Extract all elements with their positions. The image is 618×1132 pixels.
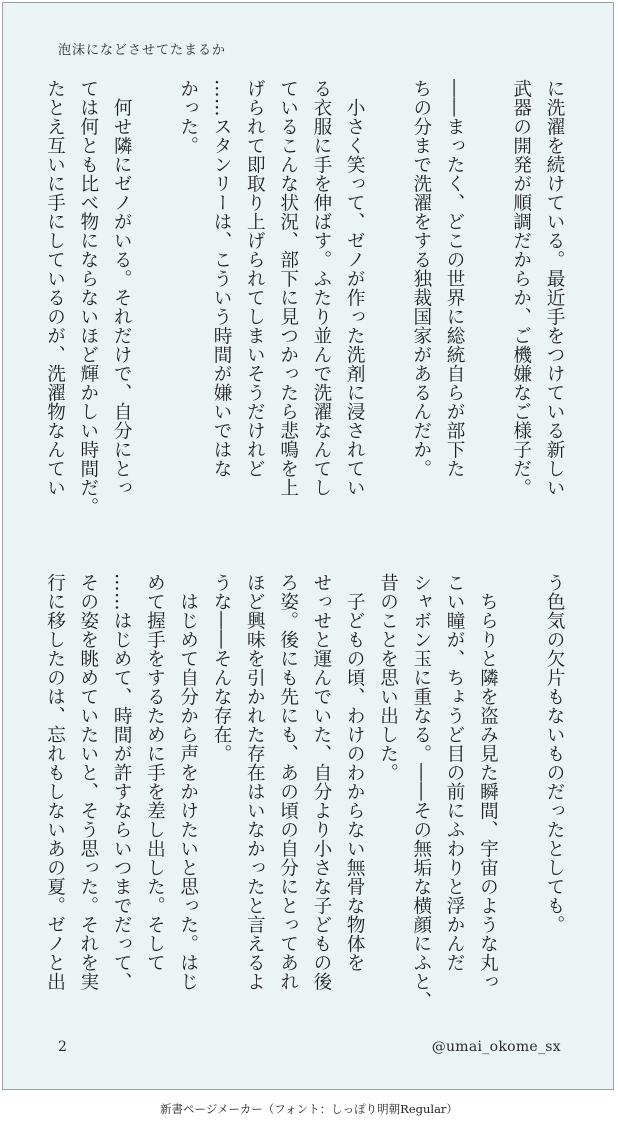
text-line <box>504 573 537 1033</box>
text-line: ろ姿。後にも先にも、あの頃の自分にとってあれ <box>277 573 299 991</box>
text-line: ほど興味を引かれた存在はいなかったと言えるよ <box>244 573 266 991</box>
footer-caption: 新書ページメーカー（フォント：しっぽり明朝Regular） <box>160 1102 458 1116</box>
text-line: ――まったく、どこの世界に総統自らが部下た <box>444 79 466 478</box>
text-line: はじめて自分から声をかけたいと思った。はじ <box>177 573 199 991</box>
text-line: ……スタンリーは、こういう時間が嫌いではな <box>211 79 233 478</box>
text-line: ちらりと隣を盗み見た瞬間、宇宙のような丸っ <box>477 573 499 991</box>
text-line: ているこんな状況、部下に見つかったら悲鳴を上 <box>277 79 299 497</box>
text-line: たとえ互いに手にしているのが、洗濯物なんてい <box>44 79 66 497</box>
text-line: ……はじめて、時間が許すならいつまでだって、 <box>111 573 133 991</box>
book-title: 泡沫になどさせてたまるか <box>58 43 227 58</box>
text-line: 武器の開発が順調だからか、ご機嫌なご様子だ。 <box>510 79 532 497</box>
text-line <box>138 79 171 539</box>
text-line: 行に移したのは、忘れもしないあの夏。ゼノと出 <box>44 573 66 991</box>
text-line: に洗濯を続けている。最近手をつけている新しい <box>544 79 565 497</box>
text-line: シャボン玉に重なる。――その無垢な横顔にふと、 <box>410 573 432 1010</box>
text-line: その姿を眺めていたいと、そう思った。それを実 <box>77 573 99 991</box>
text-line: こい瞳が、ちょうど目の前にふわりと浮かんだ <box>444 573 466 972</box>
text-column-top <box>38 79 571 539</box>
text-line <box>371 79 404 539</box>
text-line: 何せ隣にゼノがいる。それだけで、自分にとっ <box>111 79 133 497</box>
author-handle: @umai_okome_sx <box>431 1039 561 1055</box>
text-column-bottom <box>38 573 571 1033</box>
text-line: かった。 <box>177 79 199 155</box>
text-line: うな――そんな存在。 <box>211 573 233 763</box>
text-line: う色気の欠片もないものだったとしても。 <box>544 573 565 934</box>
text-line: 子どもの頃、わけのわからない無骨な物体を <box>344 573 366 972</box>
text-line: めて握手をするために手を差し出した。そして <box>144 573 166 972</box>
text-line: せっせと運んでいた、自分より小さな子どもの後 <box>310 573 332 991</box>
text-line: る衣服に手を伸ばす。ふたり並んで洗濯なんてし <box>310 79 332 497</box>
text-line: 小さく笑って、ゼノが作った洗剤に浸されてい <box>344 79 366 497</box>
text-line: 昔のことを思い出した。 <box>377 573 399 782</box>
text-line <box>471 79 504 539</box>
text-line: げられて即取り上げられてしまいそうだけれど <box>244 79 266 478</box>
page-number: 2 <box>58 1039 67 1055</box>
book-page <box>2 2 614 1090</box>
text-line: ちの分まで洗濯をする独裁国家があるんだか。 <box>410 79 432 478</box>
text-line: ては何とも比べ物にならないほど輝かしい時間だ。 <box>77 79 99 516</box>
